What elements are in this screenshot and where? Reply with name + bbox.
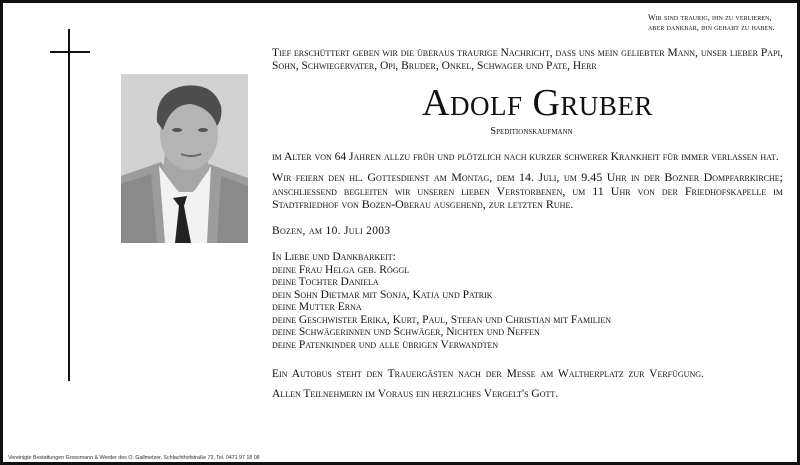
footer-funeral-home: Vereinigte Bestattungen Grossmann & Werder des O. Gallmetzer, Schlachthofstraße 73, Tel. 0471 97 18 08	[8, 455, 260, 461]
motto	[648, 13, 798, 33]
mourner-item: deine Schwägerinnen und Schwäger, Nichten und Neffen	[272, 326, 540, 338]
mourner-item: deine Tochter Daniela	[272, 276, 379, 288]
mourner-item: dein Sohn Dietmar mit Sonja, Katja und Patrik	[272, 288, 493, 301]
intro-text: Tief erschüttert geben wir die überaus traurige Nachricht, dass uns mein geliebter Mann, unser lieber Papi, Sohn, Schwiegervater, Opi, Bruder, Onkel, Schwager und Pate, Herr	[272, 47, 783, 72]
portrait-photo	[121, 74, 248, 243]
bus-text: Ein Autobus steht den Trauergästen nach der Messe am Waltherplatz zur Verfügung.	[272, 368, 704, 380]
notice-body	[272, 47, 783, 401]
mourners-list	[272, 264, 783, 352]
mourner-item: deine Geschwister Erika, Kurt, Paul, Stefan und Christian mit Familien	[272, 313, 612, 326]
mourner-item: deine Patenkinder und alle übrigen Verwandten	[272, 338, 499, 351]
motto-line-2: aber dankbar, ihn gehabt zu haben.	[648, 23, 775, 32]
age-text: im Alter von 64 Jahren allzu früh und plötzlich nach kurzer schwerer Krankheit für immer verlassen hat.	[272, 151, 779, 163]
mourners-title: In Liebe und Dankbarkeit:	[272, 250, 396, 263]
profession: Speditionskaufmann	[490, 126, 573, 137]
deceased-name: Adolf Gruber	[422, 82, 653, 124]
motto-line-1: Wir sind traurig, ihn zu verlieren,	[648, 13, 772, 22]
mourner-item: deine Frau Helga geb. Röggl	[272, 263, 410, 276]
portrait-illustration	[121, 74, 248, 243]
mourner-item: deine Mutter Erna	[272, 301, 362, 313]
thanks-text: Allen Teilnehmern im Voraus ein herzliches Vergelt's Gott.	[272, 388, 559, 400]
cross-vertical-bar	[68, 29, 70, 381]
place-date: Bozen, am 10. Juli 2003	[272, 224, 391, 237]
service-text: Wir feiern den hl. Gottesdienst am Montag, dem 14. Juli, um 9.45 Uhr in der Bozner Dompfarrkirche; anschliessend begleiten wir unseren lieben Verstorbenen, um 11 Uhr von der Friedhofskapelle im Stadtfriedhof von Bozen-Oberau ausgehend, zur letzten Ruhe.	[272, 170, 783, 211]
cross-horizontal-bar	[50, 51, 90, 53]
